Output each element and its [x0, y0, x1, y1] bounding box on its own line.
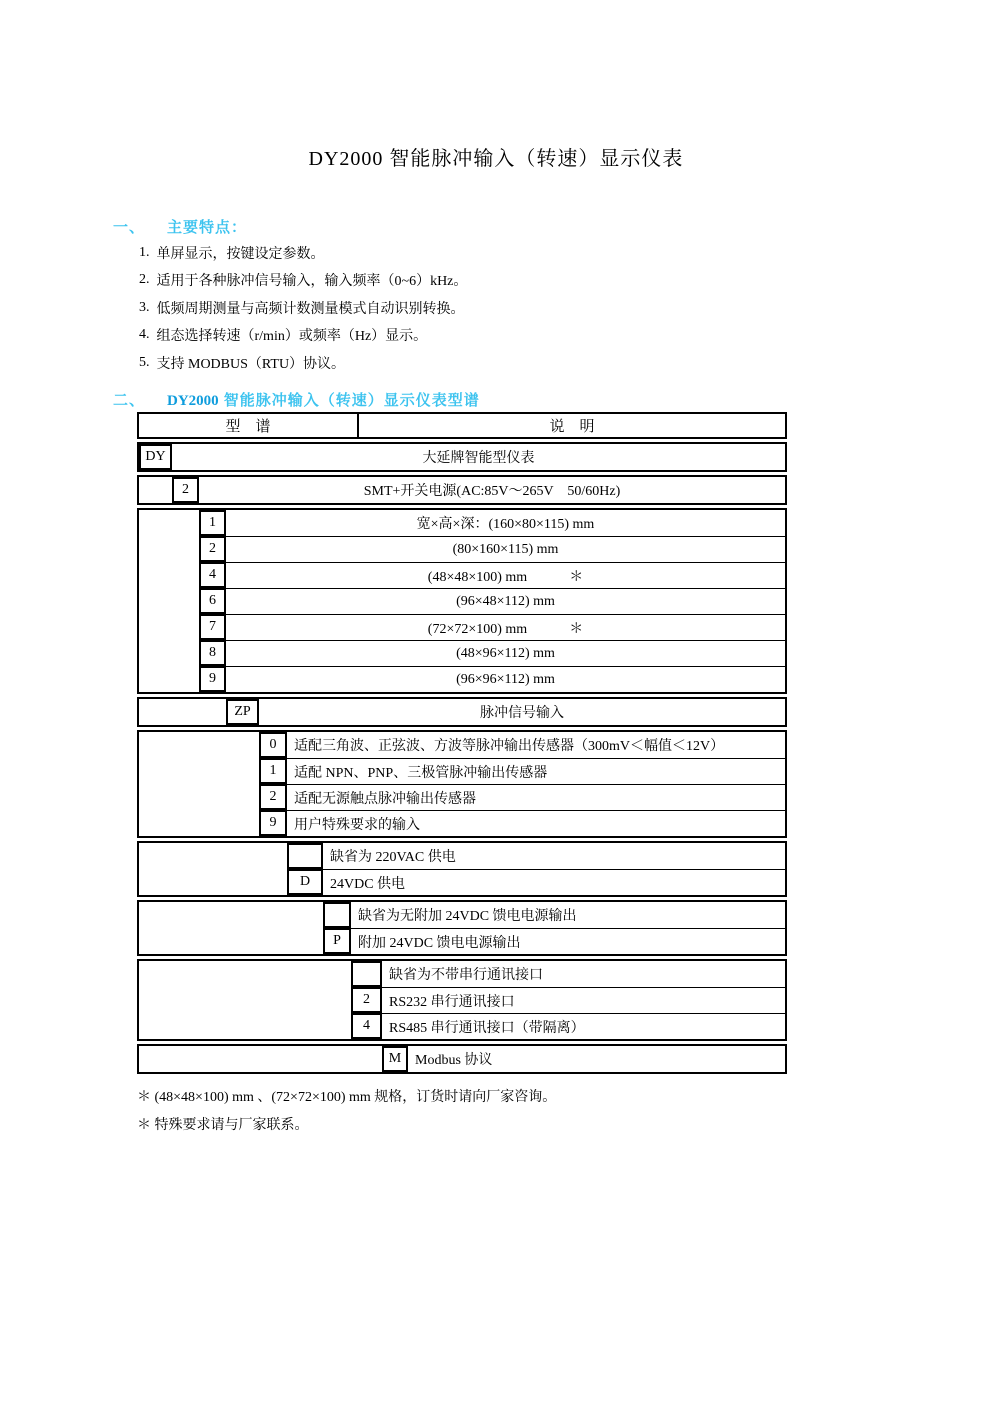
description-cell: SMT+开关电源(AC:85V～265V 50/60Hz): [363, 484, 621, 499]
code-cell: [351, 961, 382, 987]
description-cell: 适配 NPN、PNP、三极管脉冲输出传感器: [287, 758, 785, 784]
feature-text: 组态选择转速（r/min）或频率（Hz）显示。: [156, 329, 428, 345]
indent-spacer: [139, 732, 259, 758]
description-cell: 缺省为无附加 24VDC 馈电电源输出: [358, 909, 577, 924]
section2-number: 二、: [113, 393, 146, 409]
feature-item: [139, 267, 467, 295]
spec-group: [137, 697, 787, 727]
spec-group: [137, 475, 787, 505]
spec-group: [137, 1044, 787, 1074]
indent-spacer: [139, 477, 172, 503]
code-cell: P: [323, 928, 351, 954]
description-cell: 大延牌智能型仪表: [422, 451, 535, 466]
indent-spacer: [139, 588, 199, 614]
spec-row: [139, 477, 785, 503]
footnote: ＊ 特殊要求请与厂家联系。: [137, 1118, 309, 1133]
footnotes: [137, 1082, 787, 1138]
spec-group: [137, 442, 787, 472]
description-cell: (80×160×115) mm: [226, 536, 785, 562]
document-title: DY2000 智能脉冲输入（转速）显示仪表: [308, 148, 684, 170]
description-cell: 缺省为不带串行通讯接口: [389, 968, 543, 983]
indent-spacer: [139, 510, 199, 536]
indent-spacer: [139, 961, 351, 987]
description-cell: (48×48×100) mm ＊: [226, 562, 785, 588]
code-cell: 2: [259, 784, 287, 810]
description-cell: 脉冲信号输入: [480, 706, 564, 721]
indent-spacer: [139, 640, 199, 666]
description-cell: (96×96×112) mm: [226, 666, 785, 692]
code-cell: D: [287, 869, 323, 895]
description-cell: (72×72×100) mm ＊: [226, 614, 785, 640]
section1-title: 主要特点：: [167, 220, 248, 236]
code-cell: ZP: [226, 699, 259, 725]
indent-spacer: [139, 666, 199, 692]
indent-spacer: [139, 928, 323, 954]
code-cell: M: [382, 1046, 408, 1072]
spec-row: [139, 869, 785, 895]
description-cell: (48×96×112) mm: [226, 640, 785, 666]
spec-row: [139, 588, 785, 614]
spec-row: [139, 961, 785, 987]
features-list: [139, 239, 467, 377]
feature-text: 低频周期测量与高频计数测量模式自动识别转换。: [156, 301, 465, 317]
code-cell: 1: [199, 510, 226, 536]
spec-group: [137, 730, 787, 838]
table-header-description: 说 明: [549, 419, 595, 435]
description-cell: 24VDC 供电: [323, 869, 785, 895]
code-cell: 7: [199, 614, 226, 640]
code-cell: 9: [259, 810, 287, 836]
feature-item: [139, 294, 467, 322]
spec-row: [139, 536, 785, 562]
indent-spacer: [139, 699, 226, 725]
description-cell: 用户特殊要求的输入: [287, 810, 785, 836]
description-cell: 附加 24VDC 馈电电源输出: [351, 928, 785, 954]
spec-group: [137, 508, 787, 694]
feature-text: 支持 MODBUS（RTU）协议。: [156, 356, 346, 372]
spec-row: [139, 1013, 785, 1039]
spec-group: [137, 959, 787, 1041]
description-cell: (96×48×112) mm: [226, 588, 785, 614]
spec-group: [137, 900, 787, 956]
spec-row: [139, 666, 785, 692]
spec-group: [137, 841, 787, 897]
indent-spacer: [139, 614, 199, 640]
description-cell: 适配三角波、正弦波、方波等脉冲输出传感器（300mV＜幅值＜12V）: [294, 739, 725, 754]
code-cell: 0: [259, 732, 287, 758]
spec-row: [139, 732, 785, 758]
section1-number: 一、: [113, 220, 146, 236]
table-header-row: [137, 412, 787, 439]
code-cell: 2: [351, 987, 382, 1013]
code-cell: [323, 902, 351, 928]
spec-row: [139, 1046, 785, 1072]
spec-row: [139, 758, 785, 784]
description-cell: Modbus 协议: [415, 1053, 493, 1068]
spec-row: [139, 843, 785, 869]
code-cell: 9: [199, 666, 226, 692]
indent-spacer: [139, 1013, 351, 1039]
spec-row: [139, 699, 785, 725]
indent-spacer: [139, 869, 287, 895]
section2-title: 智能脉冲输入（转速）显示仪表型谱: [223, 393, 480, 409]
code-cell: [287, 843, 323, 869]
indent-spacer: [139, 784, 259, 810]
feature-text: 单屏显示，按键设定参数。: [156, 246, 325, 262]
model-spectrum-table: [137, 442, 787, 1074]
feature-number: 4.: [139, 327, 150, 343]
spec-row: [139, 614, 785, 640]
description-cell: 宽×高×深：(160×80×115) mm: [416, 517, 595, 532]
feature-item: [139, 322, 467, 350]
description-cell: RS232 串行通讯接口: [382, 987, 785, 1013]
spec-row: [139, 810, 785, 836]
model-spectrum-section: [137, 412, 787, 1138]
indent-spacer: [139, 562, 199, 588]
code-cell: 4: [351, 1013, 382, 1039]
code-cell: 8: [199, 640, 226, 666]
spec-row: [139, 928, 785, 954]
description-cell: 适配无源触点脉冲输出传感器: [287, 784, 785, 810]
feature-text: 适用于各种脉冲信号输入，输入频率（0~6）kHz。: [156, 274, 468, 290]
code-cell: 4: [199, 562, 226, 588]
spec-row: [139, 562, 785, 588]
section2-model-name: DY2000: [167, 393, 219, 409]
section1-heading: [113, 216, 247, 237]
spec-row: [139, 902, 785, 928]
code-cell: 1: [259, 758, 287, 784]
indent-spacer: [139, 536, 199, 562]
spec-row: [139, 784, 785, 810]
description-cell: RS485 串行通讯接口（带隔离）: [382, 1013, 785, 1039]
indent-spacer: [139, 843, 287, 869]
table-header-model-spectrum: 型 谱: [139, 414, 359, 437]
code-cell: 2: [172, 477, 199, 503]
feature-item: [139, 349, 467, 377]
spec-row: [139, 640, 785, 666]
feature-number: 1.: [139, 244, 150, 260]
spec-row: [139, 444, 785, 470]
feature-item: [139, 239, 467, 267]
feature-number: 5.: [139, 354, 150, 370]
spec-row: [139, 510, 785, 536]
indent-spacer: [139, 902, 323, 928]
code-cell: 6: [199, 588, 226, 614]
indent-spacer: [139, 1046, 382, 1072]
description-cell: 缺省为 220VAC 供电: [330, 850, 456, 865]
spec-row: [139, 987, 785, 1013]
code-cell: DY: [139, 444, 172, 470]
feature-number: 2.: [139, 272, 150, 288]
indent-spacer: [139, 810, 259, 836]
indent-spacer: [139, 987, 351, 1013]
footnote: ＊ (48×48×100) mm 、(72×72×100) mm 规格，订货时请向厂家咨询。: [137, 1090, 557, 1105]
feature-number: 3.: [139, 299, 150, 315]
section2-heading: [113, 389, 480, 410]
code-cell: 2: [199, 536, 226, 562]
indent-spacer: [139, 758, 259, 784]
